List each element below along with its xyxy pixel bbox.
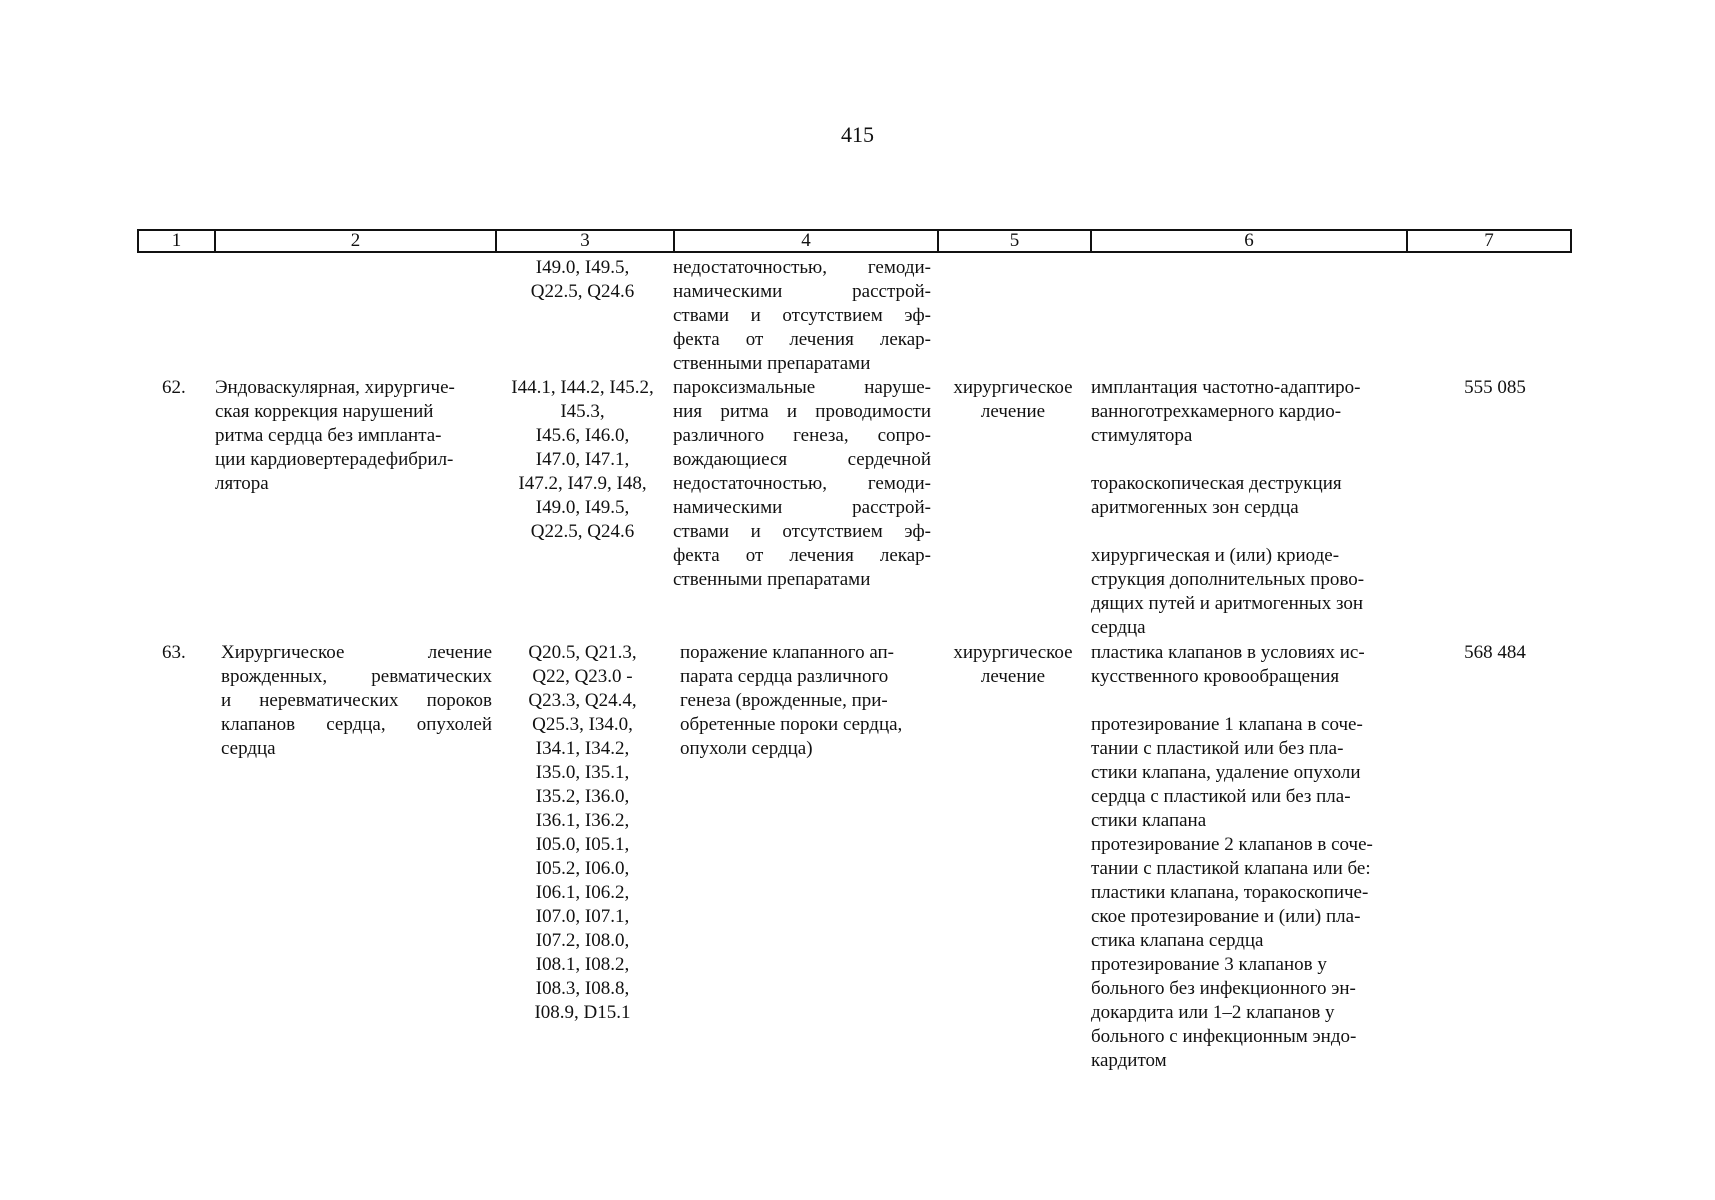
- method-line: дящих путей и аритмогенных зон: [1091, 593, 1364, 614]
- name-line: и неревматических пороков: [221, 690, 492, 711]
- disease-line: фекта от лечения лекар-: [673, 545, 931, 566]
- column-header-2: 2: [350, 230, 361, 251]
- disease-line: ствами и отсутствием эф-: [673, 305, 931, 326]
- code-line: Q22, Q23.0 -: [532, 666, 633, 687]
- method-line: торакоскопическая деструкция: [1091, 473, 1342, 494]
- method-line: стики клапана, удаление опухоли: [1091, 762, 1361, 783]
- row-number: 63.: [162, 642, 186, 663]
- code-line: I08.1, I08.2,: [535, 954, 630, 975]
- disease-model: [673, 376, 931, 592]
- name-line: лятора: [215, 473, 269, 494]
- disease-line: намическими расстрой-: [673, 497, 931, 518]
- method-line: сердца: [1091, 617, 1146, 638]
- method-line: кусственного кровообращения: [1091, 666, 1340, 687]
- code-line: I47.2, I47.9, I48,: [518, 473, 647, 494]
- cost-value: 555 085: [1464, 377, 1526, 398]
- disease-line: парата сердца различного: [680, 666, 889, 687]
- method-line: хирургическая и (или) криоде-: [1091, 545, 1340, 566]
- method-line: пластика клапанов в условиях ис-: [1091, 642, 1365, 663]
- method-line: протезирование 2 клапанов в соче-: [1091, 834, 1373, 855]
- method-line: пластики клапана, торакоскопиче-: [1091, 882, 1369, 903]
- continuation-disease: [673, 256, 931, 376]
- code-line: I08.3, I08.8,: [535, 978, 630, 999]
- treatment-methods: [1091, 641, 1411, 1073]
- disease-line: ственными препаратами: [673, 353, 871, 374]
- code-line: I35.2, I36.0,: [535, 786, 630, 807]
- icd-codes: [495, 641, 670, 1025]
- method-line: имплантация частотно-адаптиро-: [1091, 377, 1361, 398]
- name-line: ции кардиовертерадефибрил-: [215, 449, 454, 470]
- method-line: струкция дополнительных прово-: [1091, 569, 1365, 590]
- code-line: I35.0, I35.1,: [535, 762, 630, 783]
- continuation-codes: [495, 256, 670, 304]
- code-line: I44.1, I44.2, I45.2,: [511, 377, 654, 398]
- code-line: I45.6, I46.0,: [535, 425, 630, 446]
- code-line: I07.0, I07.1,: [535, 906, 630, 927]
- icd-codes: [495, 376, 670, 544]
- code-line: Q22.5, Q24.6: [530, 521, 635, 542]
- cost-value: 568 484: [1464, 642, 1526, 663]
- method-line: больного с инфекционным эндо-: [1091, 1026, 1357, 1047]
- code-line: I36.1, I36.2,: [535, 810, 630, 831]
- code-line: I06.1, I06.2,: [535, 882, 630, 903]
- method-line: ское протезирование и (или) пла-: [1091, 906, 1361, 927]
- column-header-5: 5: [1009, 230, 1020, 251]
- code-line: I05.0, I05.1,: [535, 834, 630, 855]
- column-header-6: 6: [1244, 230, 1254, 251]
- disease-line: различного генеза, сопро-: [673, 425, 931, 446]
- disease-line: ствами и отсутствием эф-: [673, 521, 931, 542]
- name-line: врожденных, ревматических: [221, 666, 492, 687]
- table-header: [137, 229, 1572, 253]
- column-header-7: 7: [1484, 230, 1494, 251]
- method-line: стики клапана: [1091, 810, 1207, 831]
- page-number: 415: [841, 122, 874, 147]
- name-line: Эндоваскулярная, хирургиче-: [215, 377, 455, 398]
- disease-line: ния ритма и проводимости: [673, 401, 931, 422]
- method-line: протезирование 1 клапана в соче-: [1091, 714, 1363, 735]
- procedure-name: [221, 641, 492, 761]
- method-line: стика клапана сердца: [1091, 930, 1264, 951]
- code-line: I49.0, I49.5,: [535, 257, 630, 278]
- method-line: кардитом: [1091, 1050, 1167, 1071]
- treatment-type: [938, 641, 1088, 689]
- disease-line: вождающиеся сердечной: [673, 449, 931, 470]
- disease-line: пароксизмальные наруше-: [673, 377, 931, 398]
- treatment-type: [938, 376, 1088, 424]
- code-line: I49.0, I49.5,: [535, 497, 630, 518]
- method-line: тании с пластикой или без пла-: [1091, 738, 1344, 759]
- method-line: стимулятора: [1091, 425, 1193, 446]
- row-number: 62.: [162, 377, 186, 398]
- column-header-1: 1: [171, 230, 182, 251]
- method-line: докардита или 1–2 клапанов у: [1091, 1002, 1335, 1023]
- code-line: Q23.3, Q24.4,: [528, 690, 637, 711]
- method-line: тании с пластикой клапана или бе:: [1091, 858, 1371, 879]
- method-line: аритмогенных зон сердца: [1091, 497, 1299, 518]
- disease-line: намическими расстрой-: [673, 281, 931, 302]
- code-line: I34.1, I34.2,: [535, 738, 630, 759]
- name-line: клапанов сердца, опухолей: [221, 714, 492, 735]
- disease-line: недостаточностью, гемоди-: [673, 473, 931, 494]
- disease-line: недостаточностью, гемоди-: [673, 257, 931, 278]
- code-line: I07.2, I08.0,: [535, 930, 630, 951]
- disease-line: обретенные пороки сердца,: [680, 714, 903, 735]
- treatment-line: хирургическое: [953, 642, 1073, 663]
- code-line: Q22.5, Q24.6: [530, 281, 635, 302]
- disease-line: поражение клапанного ап-: [680, 642, 895, 663]
- code-line: I05.2, I06.0,: [535, 858, 630, 879]
- disease-model: [680, 641, 938, 761]
- name-line: ская коррекция нарушений: [215, 401, 434, 422]
- treatment-line: хирургическое: [953, 377, 1073, 398]
- disease-line: генеза (врожденные, при-: [680, 690, 888, 711]
- code-line: Q25.3, I34.0,: [532, 714, 633, 735]
- treatment-line: лечение: [980, 401, 1046, 422]
- method-line: сердца с пластикой или без пла-: [1091, 786, 1351, 807]
- disease-line: опухоли сердца): [680, 738, 813, 759]
- name-line: ритма сердца без импланта-: [215, 425, 442, 446]
- procedure-name: [215, 376, 495, 496]
- disease-line: фекта от лечения лекар-: [673, 329, 931, 350]
- code-line: I47.0, I47.1,: [535, 449, 630, 470]
- column-header-4: 4: [801, 230, 811, 251]
- method-line: протезирование 3 клапанов у: [1091, 954, 1327, 975]
- method-line: ванноготрехкамерного кардио-: [1091, 401, 1342, 422]
- treatment-methods: [1091, 376, 1411, 640]
- treatment-line: лечение: [980, 666, 1046, 687]
- disease-line: ственными препаратами: [673, 569, 871, 590]
- code-line: I45.3,: [560, 401, 605, 422]
- name-line: сердца: [221, 738, 276, 759]
- code-line: I08.9, D15.1: [534, 1002, 631, 1023]
- code-line: Q20.5, Q21.3,: [528, 642, 637, 663]
- name-line: Хирургическое лечение: [221, 642, 492, 663]
- method-line: больного без инфекционного эн-: [1091, 978, 1356, 999]
- column-header-3: 3: [580, 230, 590, 251]
